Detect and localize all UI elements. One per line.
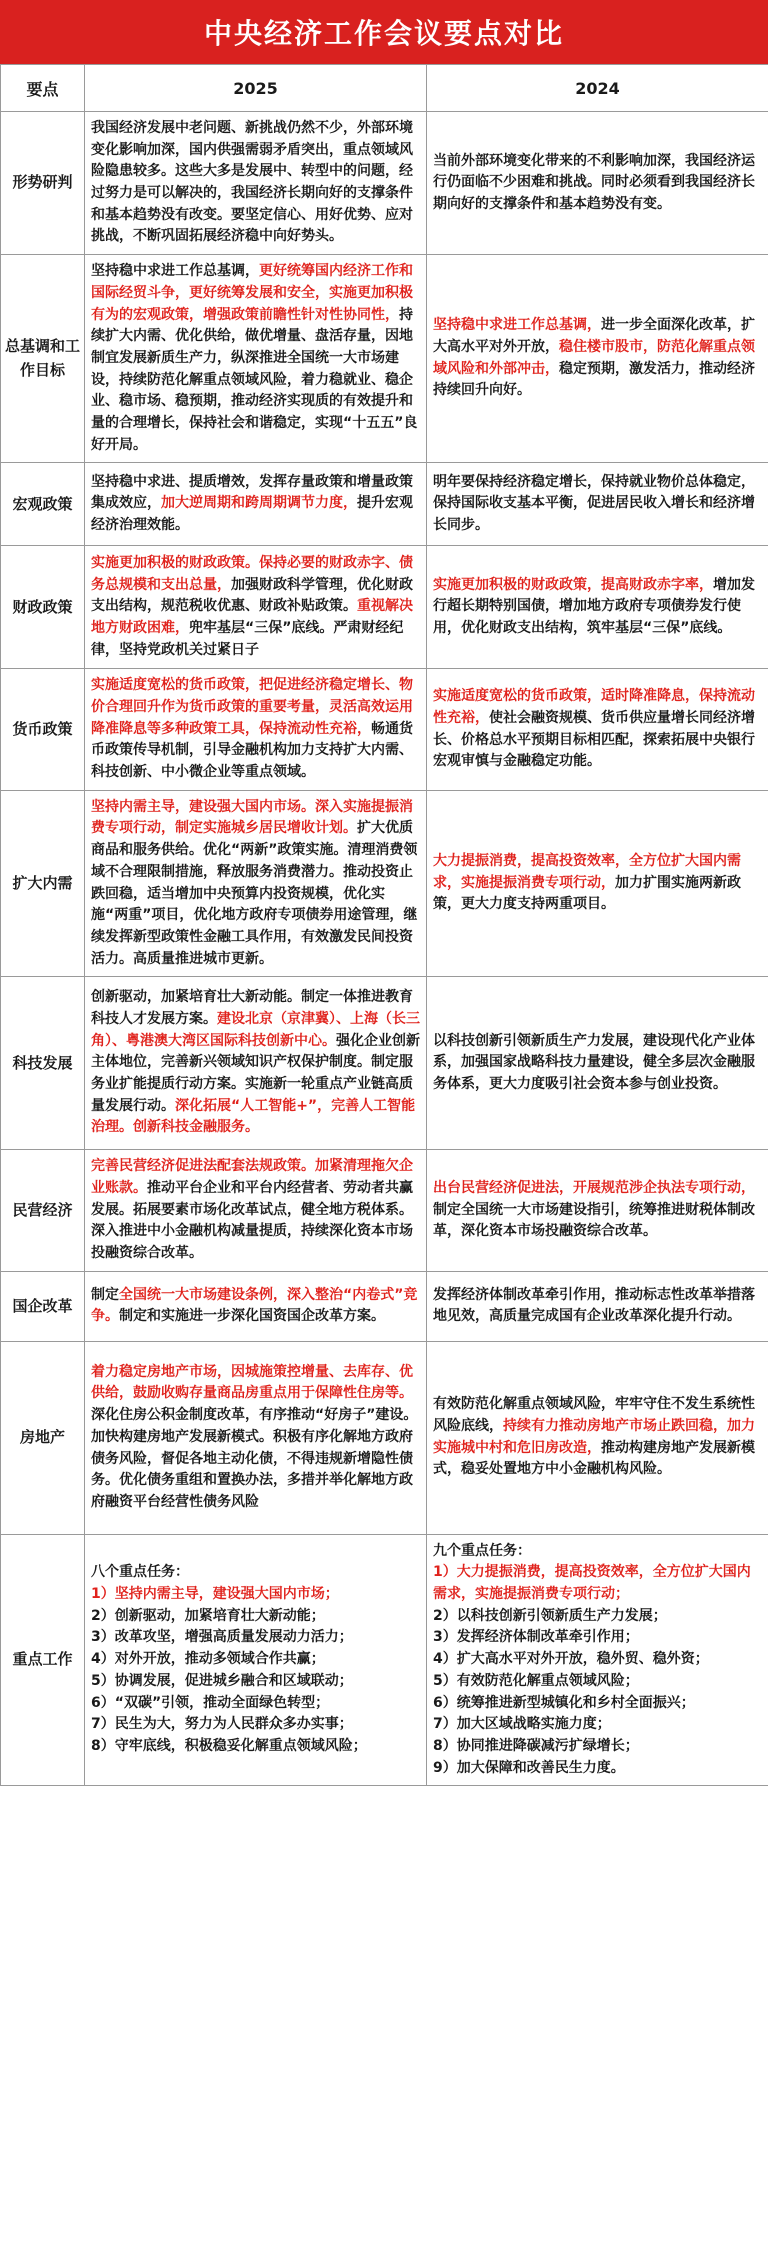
cell-2024 <box>427 1271 768 1341</box>
body-text: 加强财政科学管理，优化财政支出结构，规范税收优惠、财政补贴政策。 <box>91 576 413 615</box>
highlight-text: 实施更加积极的财政政策。保持必要的财政赤字、债务总规模和支出总量， <box>91 555 413 593</box>
cell-2024 <box>427 1341 768 1534</box>
comparison-table <box>0 64 768 1786</box>
highlight-text: 出台民营经济促进法，开展规范涉企执法专项行动， <box>433 1179 755 1196</box>
cell-2025 <box>85 790 427 977</box>
header-key: 要点 <box>1 65 85 112</box>
body-text: 以科技创新引领新质生产力发展，建设现代化产业体系，加强国家战略科技力量建设，健全多层次金融服务体系，更大力度吸引社会资本参与创业投资。 <box>433 1032 755 1093</box>
table-header-row <box>1 65 768 112</box>
highlight-text: 加大逆周期和跨周期调节力度， <box>161 495 357 512</box>
task-item: 3）发挥经济体制改革牵引作用； <box>433 1629 639 1646</box>
task-item: 8）守牢底线，积极稳妥化解重点领域风险； <box>91 1737 367 1754</box>
highlight-text: 稳住楼市股市，防范化解重点领域风险和外部冲击， <box>433 339 755 377</box>
body-text: 明年要保持经济稳定增长，保持就业物价总体稳定，保持国际收支基本平衡，促进居民收入增长和经济增长同步。 <box>433 473 755 534</box>
table-row <box>1 1271 768 1341</box>
body-text: 创新驱动，加紧培育壮大新动能。制定一体推进教育科技人才发展方案。 <box>91 989 413 1028</box>
table-row <box>1 1150 768 1271</box>
row-key: 国企改革 <box>1 1271 85 1341</box>
task-item: 7）加大区域战略实施力度； <box>433 1716 611 1733</box>
header-2024: 2024 <box>427 65 768 112</box>
table-row <box>1 255 768 463</box>
table-row <box>1 546 768 669</box>
highlight-text: 实施更加积极的财政政策，提高财政赤字率， <box>433 576 713 593</box>
task-item: 5）协调发展，促进城乡融合和区域联动； <box>91 1672 353 1689</box>
cell-2024 <box>427 1150 768 1271</box>
row-key: 货币政策 <box>1 669 85 790</box>
body-text: 扩大优质商品和服务供给。优化“两新”政策实施。清理消费领域不合理限制措施，释放服务消费潜力。推动投资止跌回稳，适当增加中央预算内投资规模，优化实施“两重”项目，优化地方政府专项债券用途管理，继续发挥新型政策性金融工具作用，有效激发民间投资活力。高质量推进城市更新。 <box>91 820 418 967</box>
highlight-text: 坚持稳中求进工作总基调， <box>433 317 601 334</box>
body-text: 提升宏观经济治理效能。 <box>91 495 413 534</box>
highlight-text: 实施适度宽松的货币政策，把促进经济稳定增长、物价合理回升作为货币政策的重要考量，灵活高效运用降准降息等多种政策工具，保持流动性充裕， <box>91 677 413 737</box>
page-title: 中央经济工作会议要点对比 <box>0 0 768 64</box>
cell-2025 <box>85 112 427 255</box>
cell-2024 <box>427 669 768 790</box>
cell-2024 <box>427 463 768 546</box>
highlight-text: 着力稳定房地产市场，因城施策控增量、去库存、优供给，鼓励收购存量商品房重点用于保障性住房等。 <box>91 1363 413 1402</box>
cell-2024 <box>427 112 768 255</box>
table-row <box>1 112 768 255</box>
row-key: 财政政策 <box>1 546 85 669</box>
task-item: 2）以科技创新引领新质生产力发展； <box>433 1607 667 1624</box>
row-key: 形势研判 <box>1 112 85 255</box>
body-text: 当前外部环境变化带来的不利影响加深，我国经济运行仍面临不少困难和挑战。同时必须看到我国经济长期向好的支撑条件和基本趋势没有变。 <box>433 152 755 212</box>
cell-2024 <box>427 255 768 463</box>
body-text: 兜牢基层“三保”底线。严肃财经纪律，坚持党政机关过紧日子 <box>91 620 404 658</box>
table-row <box>1 790 768 977</box>
cell-2024 <box>427 790 768 977</box>
cell-2025 <box>85 1341 427 1534</box>
body-text: 进一步全面深化改革，扩大高水平对外开放， <box>433 317 755 356</box>
highlight-text: 全国统一大市场建设条例，深入整治“内卷式”竞争。 <box>91 1286 418 1325</box>
cell-2025 <box>85 1150 427 1271</box>
task-item: 2）创新驱动，加紧培育壮大新动能； <box>91 1607 325 1624</box>
cell-2025 <box>85 546 427 669</box>
highlight-text: 更好统筹国内经济工作和国际经贸斗争，更好统筹发展和安全，实施更加积极有为的宏观政策，增强政策前瞻性针对性协同性， <box>91 263 413 323</box>
table-row <box>1 463 768 546</box>
tasks-cell-2024 <box>427 1534 768 1786</box>
body-text: 坚持稳中求进、提质增效，发挥存量政策和增量政策集成效应， <box>91 473 413 512</box>
table-row-tasks <box>1 1534 768 1786</box>
highlight-text: 持续有力推动房地产市场止跌回稳，加力实施城中村和危旧房改造， <box>433 1418 755 1456</box>
body-text: 使社会融资规模、货币供应量增长同经济增长、价格总水平预期目标相匹配，探索拓展中央银行宏观审慎与金融稳定功能。 <box>433 709 755 770</box>
cell-2025 <box>85 255 427 463</box>
body-text: 制定和实施进一步深化国资国企改革方案。 <box>119 1308 385 1325</box>
table-row <box>1 669 768 790</box>
task-item: 4）对外开放，推动多领域合作共赢； <box>91 1651 325 1668</box>
tasks-heading: 九个重点任务： <box>433 1542 531 1559</box>
highlight-text: 完善民营经济促进法配套法规政策。加紧清理拖欠企业账款。 <box>91 1158 413 1196</box>
row-key: 扩大内需 <box>1 790 85 977</box>
task-item: 3）改革攻坚，增强高质量发展动力活力； <box>91 1629 353 1646</box>
task-item: 9）加大保障和改善民生力度。 <box>433 1759 625 1776</box>
highlight-text: 实施适度宽松的货币政策，适时降准降息，保持流动性充裕， <box>433 688 755 726</box>
cell-2025 <box>85 977 427 1150</box>
body-text: 制定 <box>91 1286 119 1303</box>
body-text: 加力扩围实施两新政策，更大力度支持两重项目。 <box>433 874 741 913</box>
tasks-heading: 八个重点任务： <box>91 1564 189 1581</box>
row-key: 房地产 <box>1 1341 85 1534</box>
cell-2025 <box>85 1271 427 1341</box>
table-row <box>1 977 768 1150</box>
highlight-text: 大力提振消费，提高投资效率，全方位扩大国内需求，实施提振消费专项行动， <box>433 852 741 891</box>
body-text: 有效防范化解重点领域风险，牢牢守住不发生系统性风险底线， <box>433 1396 755 1434</box>
table-row <box>1 1341 768 1534</box>
row-key: 重点工作 <box>1 1534 85 1786</box>
body-text: 持续扩大内需、优化供给，做优增量、盘活存量，因地制宜发展新质生产力，纵深推进全国统一大市场建设，持续防范化解重点领域风险，着力稳就业、稳企业、稳市场、稳预期，推动经济实现质的有效提升和量的合理增长，保持社会和谐稳定，实现“十五五”良好开局。 <box>91 306 418 453</box>
task-item: 4）扩大高水平对外开放，稳外贸、稳外资； <box>433 1651 709 1668</box>
row-key: 宏观政策 <box>1 463 85 546</box>
row-key: 总基调和工作目标 <box>1 255 85 463</box>
cell-2025 <box>85 463 427 546</box>
body-text: 推动平台企业和平台内经营者、劳动者共赢发展。拓展要素市场化改革试点，健全地方税体系。深入推进中小金融机构减量提质，持续深化资本市场投融资综合改革。 <box>91 1179 413 1261</box>
cell-2024 <box>427 546 768 669</box>
tasks-cell-2025 <box>85 1534 427 1786</box>
task-item: 1）坚持内需主导，建设强大国内市场； <box>91 1586 339 1603</box>
body-text: 推动构建房地产发展新模式，稳妥处置地方中小金融机构风险。 <box>433 1439 755 1478</box>
body-text: 畅通货币政策传导机制，引导金融机构加力支持扩大内需、科技创新、中小微企业等重点领域。 <box>91 720 413 781</box>
cell-2024 <box>427 977 768 1150</box>
highlight-text: 建设北京（京津冀）、上海（长三角）、粤港澳大湾区国际科技创新中心。 <box>91 1011 420 1049</box>
highlight-text: 深化拓展“人工智能+”，完善人工智能治理。创新科技金融服务。 <box>91 1097 416 1136</box>
body-text: 深化住房公积金制度改革，有序推动“好房子”建设。加快构建房地产发展新模式。积极有序化解地方政府债务风险，督促各地主动化债，不得违规新增隐性债务。优化债务重组和置换办法，多措并举化解地方政府融资平台经营性债务风险 <box>91 1407 418 1510</box>
body-text: 强化企业创新主体地位，完善新兴领域知识产权保护制度。制定服务业扩能提质行动方案。实施新一轮重点产业链高质量发展行动。 <box>91 1032 420 1114</box>
body-text: 增加发行超长期特别国债，增加地方政府专项债券发行使用，优化财政支出结构，筑牢基层“三保”底线。 <box>433 576 755 637</box>
body-text: 制定全国统一大市场建设指引，统筹推进财税体制改革，深化资本市场投融资综合改革。 <box>433 1201 755 1240</box>
header-2025: 2025 <box>85 65 427 112</box>
task-item: 1）大力提振消费，提高投资效率，全方位扩大国内需求，实施提振消费专项行动； <box>433 1564 751 1603</box>
cell-2025 <box>85 669 427 790</box>
highlight-text: 重视解决地方财政困难， <box>91 598 413 637</box>
row-key: 科技发展 <box>1 977 85 1150</box>
row-key: 民营经济 <box>1 1150 85 1271</box>
task-item: 7）民生为大，努力为人民群众多办实事； <box>91 1716 353 1733</box>
task-item: 6）“双碳”引领，推动全面绿色转型； <box>91 1694 330 1711</box>
body-text: 稳定预期，激发活力，推动经济持续回升向好。 <box>433 360 755 399</box>
body-text: 我国经济发展中老问题、新挑战仍然不少，外部环境变化影响加深，国内供强需弱矛盾突出，重点领域风险隐患较多。这些大多是发展中、转型中的问题，经过努力是可以解决的，我国经济长期向好的支撑条件和基本趋势没有改变。要坚定信心、用好优势、应对挑战，不断巩固拓展经济稳中向好势头。 <box>91 120 413 245</box>
body-text: 坚持稳中求进工作总基调， <box>91 263 259 280</box>
task-item: 5）有效防范化解重点领域风险； <box>433 1672 639 1689</box>
task-item: 6）统筹推进新型城镇化和乡村全面振兴； <box>433 1694 695 1711</box>
body-text: 发挥经济体制改革牵引作用，推动标志性改革举措落地见效，高质量完成国有企业改革深化提升行动。 <box>433 1286 755 1325</box>
task-item: 8）协同推进降碳减污扩绿增长； <box>433 1737 639 1754</box>
highlight-text: 坚持内需主导，建设强大国内市场。深入实施提振消费专项行动，制定实施城乡居民增收计划。 <box>91 798 413 837</box>
